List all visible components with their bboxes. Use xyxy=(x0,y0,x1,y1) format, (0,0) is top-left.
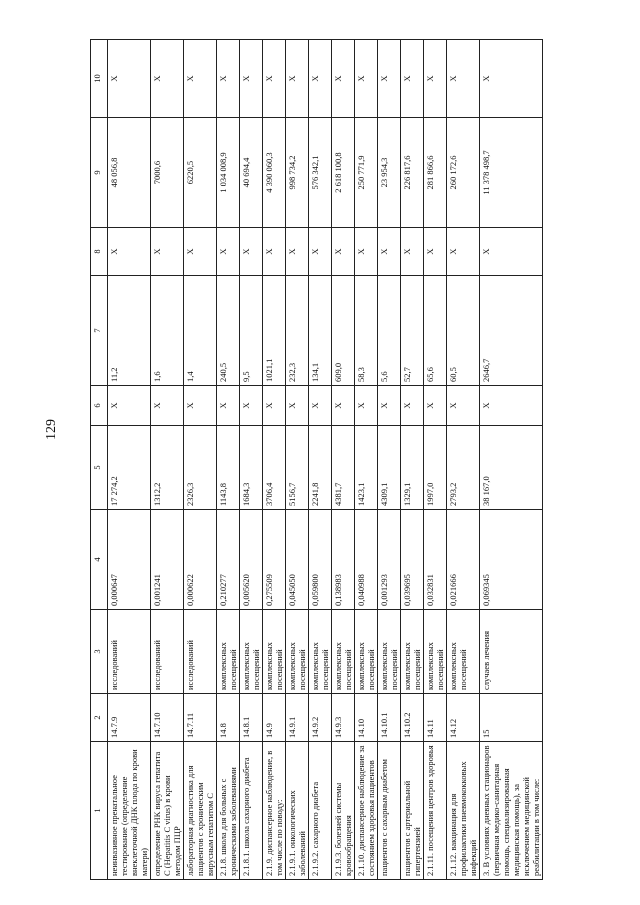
table-cell: 4309,1 xyxy=(378,426,401,510)
table-cell: Х xyxy=(309,386,332,426)
table-cell: 14.10.2 xyxy=(401,694,424,742)
table-cell: Х xyxy=(217,228,240,276)
table-cell: Х xyxy=(401,40,424,118)
table-cell: 0,032831 xyxy=(424,510,447,610)
table-cell: 6220,5 xyxy=(184,118,217,228)
table-cell: 2.1.12. вакцинация для профилактики пневмококковых инфекций xyxy=(447,742,480,880)
col-header: 4 xyxy=(91,510,108,610)
table-cell: комплексных посещений xyxy=(401,610,424,694)
table-cell: Х xyxy=(401,228,424,276)
table-cell: 23 954,3 xyxy=(378,118,401,228)
table-cell: 14.9 xyxy=(263,694,286,742)
table-cell: 226 817,6 xyxy=(401,118,424,228)
table-cell: 3. В условиях дневных стационаров (первичная медико-санитарная помощь, специализированная медицинская помощь), за исключением медицинской реабилитации в том числе: xyxy=(480,742,543,880)
col-header: 7 xyxy=(91,276,108,386)
table-cell: 2.1.9.2. сахарного диабета xyxy=(309,742,332,880)
table-cell: Х xyxy=(378,228,401,276)
col-header: 8 xyxy=(91,228,108,276)
table-cell: 14.10.1 xyxy=(378,694,401,742)
table-cell: Х xyxy=(355,40,378,118)
col-header: 2 xyxy=(91,694,108,742)
table-cell: определение РНК вируса гепатита С (Hepatitis C virus) в крови методом ПЦР xyxy=(151,742,184,880)
table-cell: Х xyxy=(332,40,355,118)
col-header: 5 xyxy=(91,426,108,510)
table-cell: Х xyxy=(184,386,217,426)
table-cell: 2646,7 xyxy=(480,276,543,386)
col-header: 6 xyxy=(91,386,108,426)
table-cell: Х xyxy=(378,40,401,118)
table-cell: 0,021666 xyxy=(447,510,480,610)
table-cell: 240,5 xyxy=(217,276,240,386)
table-cell: Х xyxy=(108,40,151,118)
table-row xyxy=(447,40,480,880)
table-cell: 4 390 060,3 xyxy=(263,118,286,228)
col-header: 3 xyxy=(91,610,108,694)
table-cell: Х xyxy=(263,40,286,118)
table-cell: 11 378 498,7 xyxy=(480,118,543,228)
table-cell: лабораторная диагностика для пациентов с хроническим вирусным гепатитом С xyxy=(184,742,217,880)
table-cell: Х xyxy=(240,40,263,118)
table-cell: 14.10 xyxy=(355,694,378,742)
table-cell: Х xyxy=(108,228,151,276)
table-cell: Х xyxy=(480,386,543,426)
table-cell: 1,6 xyxy=(151,276,184,386)
table-cell: Х xyxy=(240,228,263,276)
table-row xyxy=(480,40,543,880)
table-cell: исследований xyxy=(108,610,151,694)
table-cell: Х xyxy=(263,386,286,426)
table-cell: 1312,2 xyxy=(151,426,184,510)
table-cell: 1684,3 xyxy=(240,426,263,510)
table-cell: Х xyxy=(108,386,151,426)
table-cell: 14.9.1 xyxy=(286,694,309,742)
table-cell: комплексных посещений xyxy=(217,610,240,694)
table-cell: комплексных посещений xyxy=(447,610,480,694)
table-cell: 0,001241 xyxy=(151,510,184,610)
table-cell: Х xyxy=(184,40,217,118)
table-row xyxy=(108,40,151,880)
table-cell: 14.7.11 xyxy=(184,694,217,742)
table-cell: 2.1.9.1. онкологических заболеваний xyxy=(286,742,309,880)
table-row xyxy=(424,40,447,880)
table-row xyxy=(401,40,424,880)
table-cell: 250 771,9 xyxy=(355,118,378,228)
table-cell: Х xyxy=(424,228,447,276)
table-row xyxy=(286,40,309,880)
table-row xyxy=(332,40,355,880)
table-cell: 58,3 xyxy=(355,276,378,386)
rotated-table-wrapper xyxy=(90,40,590,880)
table-cell: 1021,1 xyxy=(263,276,286,386)
table-cell: 576 342,1 xyxy=(309,118,332,228)
table-cell: Х xyxy=(286,40,309,118)
table-cell: Х xyxy=(424,40,447,118)
table-cell: 5,6 xyxy=(378,276,401,386)
table-cell: 0,001293 xyxy=(378,510,401,610)
table-cell: 0,040988 xyxy=(355,510,378,610)
table-cell: Х xyxy=(355,228,378,276)
table-cell: 14.8.1 xyxy=(240,694,263,742)
table-cell: 281 866,6 xyxy=(424,118,447,228)
table-row xyxy=(151,40,184,880)
table-cell: 14.8 xyxy=(217,694,240,742)
table-cell: 2.1.9. диспансерное наблюдение, в том числе по поводу: xyxy=(263,742,286,880)
table-cell: Х xyxy=(332,228,355,276)
table-cell: 14.11 xyxy=(424,694,447,742)
table-cell: 2.1.8. школа для больных с хроническими заболеваниями xyxy=(217,742,240,880)
table-cell: Х xyxy=(151,40,184,118)
table-cell: Х xyxy=(151,386,184,426)
table-cell: комплексных посещений xyxy=(309,610,332,694)
table-row xyxy=(355,40,378,880)
table-cell: 2 618 100,8 xyxy=(332,118,355,228)
col-header: 10 xyxy=(91,40,108,118)
table-cell: Х xyxy=(480,40,543,118)
table-cell: 2793,2 xyxy=(447,426,480,510)
table-cell: 60,5 xyxy=(447,276,480,386)
data-table xyxy=(90,39,543,880)
table-cell: 9,5 xyxy=(240,276,263,386)
table-cell: 0,000622 xyxy=(184,510,217,610)
table-cell: Х xyxy=(286,228,309,276)
table-cell: Х xyxy=(240,386,263,426)
header-row xyxy=(91,40,108,880)
table-cell: 5156,7 xyxy=(286,426,309,510)
table-row xyxy=(240,40,263,880)
page-number: 129 xyxy=(44,419,59,440)
table-cell: 52,7 xyxy=(401,276,424,386)
table-cell: Х xyxy=(151,228,184,276)
table-cell: 260 172,6 xyxy=(447,118,480,228)
table-cell: 0,275509 xyxy=(263,510,286,610)
table-cell: 0,005620 xyxy=(240,510,263,610)
table-cell: Х xyxy=(424,386,447,426)
table-cell: 3706,4 xyxy=(263,426,286,510)
table-cell: 48 056,8 xyxy=(108,118,151,228)
table-cell: Х xyxy=(480,228,543,276)
table-cell: комплексных посещений xyxy=(424,610,447,694)
col-header: 9 xyxy=(91,118,108,228)
table-cell: 2.1.9.3. болезней системы кровообращения xyxy=(332,742,355,880)
table-cell: 65,6 xyxy=(424,276,447,386)
table-cell: 1423,1 xyxy=(355,426,378,510)
table-cell: 1329,1 xyxy=(401,426,424,510)
table-cell: Х xyxy=(263,228,286,276)
table-cell: 2.1.10. диспансерное наблюдение за состоянием здоровья пациентов xyxy=(355,742,378,880)
table-cell: 134,1 xyxy=(309,276,332,386)
table-cell: Х xyxy=(447,386,480,426)
table-cell: 0,059800 xyxy=(309,510,332,610)
table-cell: комплексных посещений xyxy=(355,610,378,694)
table-cell: 0,039695 xyxy=(401,510,424,610)
table-cell: 14.9.3 xyxy=(332,694,355,742)
table-cell: Х xyxy=(309,228,332,276)
table-cell: Х xyxy=(184,228,217,276)
table-cell: пациентов с артериальной гипертензией xyxy=(401,742,424,880)
table-row xyxy=(184,40,217,880)
table-cell: 4381,7 xyxy=(332,426,355,510)
table-cell: 0,045050 xyxy=(286,510,309,610)
table-cell: 2.1.11. посещения центров здоровья xyxy=(424,742,447,880)
table-cell: 15 xyxy=(480,694,543,742)
table-row xyxy=(263,40,286,880)
col-header: 1 xyxy=(91,742,108,880)
table-cell: Х xyxy=(378,386,401,426)
table-cell: 609,0 xyxy=(332,276,355,386)
table-cell: 1997,0 xyxy=(424,426,447,510)
table-cell: Х xyxy=(217,40,240,118)
table-cell: исследований xyxy=(151,610,184,694)
table-cell: 11,2 xyxy=(108,276,151,386)
table-cell: Х xyxy=(217,386,240,426)
table-cell: комплексных посещений xyxy=(240,610,263,694)
table-cell: 2241,8 xyxy=(309,426,332,510)
table-cell: комплексных посещений xyxy=(263,610,286,694)
table-cell: 0,000647 xyxy=(108,510,151,610)
table-row xyxy=(217,40,240,880)
table-cell: Х xyxy=(447,228,480,276)
table-cell: Х xyxy=(401,386,424,426)
table-cell: пациентов с сахарным диабетом xyxy=(378,742,401,880)
table-cell: 14.9.2 xyxy=(309,694,332,742)
table-cell: комплексных посещений xyxy=(286,610,309,694)
table-cell: 17 274,2 xyxy=(108,426,151,510)
table-cell: 0,069345 xyxy=(480,510,543,610)
table-cell: случаев лечения xyxy=(480,610,543,694)
table-cell: 2.1.8.1. школа сахарного диабета xyxy=(240,742,263,880)
table-cell: 1,4 xyxy=(184,276,217,386)
table-cell: 14.12 xyxy=(447,694,480,742)
table-cell: 14.7.10 xyxy=(151,694,184,742)
table-cell: 14.7.9 xyxy=(108,694,151,742)
table-cell: 1 034 008,9 xyxy=(217,118,240,228)
table-cell: 232,3 xyxy=(286,276,309,386)
table-cell: 1143,8 xyxy=(217,426,240,510)
table-cell: Х xyxy=(447,40,480,118)
table-cell: 40 694,4 xyxy=(240,118,263,228)
table-cell: Х xyxy=(309,40,332,118)
table-body xyxy=(108,40,543,880)
table-cell: 998 734,2 xyxy=(286,118,309,228)
table-cell: 7000,6 xyxy=(151,118,184,228)
table-cell: 0,138983 xyxy=(332,510,355,610)
table-cell: комплексных посещений xyxy=(332,610,355,694)
table-cell: Х xyxy=(355,386,378,426)
table-row xyxy=(309,40,332,880)
table-cell: комплексных посещений xyxy=(378,610,401,694)
table-cell: Х xyxy=(286,386,309,426)
table-cell: 38 167,0 xyxy=(480,426,543,510)
table-cell: исследований xyxy=(184,610,217,694)
table-cell: 2326,3 xyxy=(184,426,217,510)
table-row xyxy=(378,40,401,880)
table-cell: неинвазивное пренатальное тестирование (определение внеклеточной ДНК плода по крови матери) xyxy=(108,742,151,880)
table-cell: Х xyxy=(332,386,355,426)
table-cell: 0,210277 xyxy=(217,510,240,610)
